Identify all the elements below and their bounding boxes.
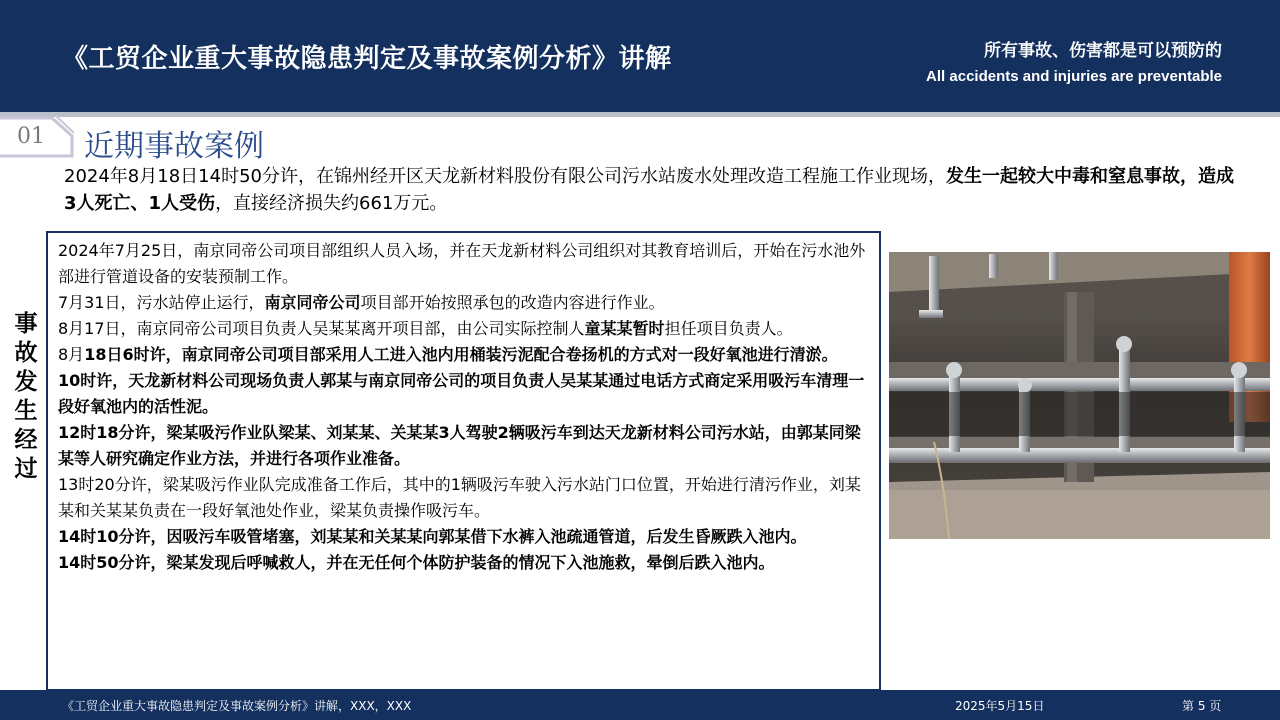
process-text: 8月 [58,345,85,364]
process-text: 8月17日，南京同帝公司项目负责人吴某某离开项目部，由公司实际控制人 [58,319,585,338]
side-label-char: 发 [14,369,38,395]
process-text: 13 [58,475,79,494]
process-paragraph [58,472,869,524]
footer-date: 2025年5月15日 [955,699,1045,713]
intro-text-1: 2024年8月18日14时50分许，在锦州经开区天龙新材料股份有限公司污水站废水处理改造工程施工作业现场， [64,166,946,187]
intro-paragraph [64,163,1234,217]
process-highlight: 南京同帝公司 [264,293,361,312]
process-highlight: 童某某暂时 [584,319,665,338]
process-paragraph: 12时18分许，梁某吸污作业队梁某、刘某某、关某某3人驾驶2辆吸污车到达天龙新材料公司污水站，由郭某同梁某等人研究确定作业方法，并进行各项作业准备。 [58,423,861,468]
side-label-char: 故 [14,340,38,366]
side-label-char: 事 [14,311,38,337]
process-paragraph [58,342,869,368]
side-label-char: 生 [14,398,38,424]
process-text: 时20分许，梁某吸污作业队完成准备工作后，其中的1辆吸污车驶入污水站门口位置，开始进行清污作业，刘某某和关某某负责在一段好氧池处作业，梁某负责操作吸污车。 [58,475,861,520]
footer-title: 《工贸企业重大事故隐患判定及事故案例分析》讲解，XXX，XXX [62,699,412,713]
header-title: 《工贸企业重大事故隐患判定及事故案例分析》讲解 [62,44,672,74]
side-label-char: 过 [14,456,38,482]
process-paragraph: 10时许，天龙新材料公司现场负责人郭某与南京同帝公司的项目负责人吴某某通过电话方式商定采用吸污车清理一段好氧池内的活性泥。 [58,371,865,416]
side-label-char: 经 [14,427,38,453]
process-paragraph: 14时10分许，因吸污车吸管堵塞，刘某某和关某某向郭某借下水裤入池疏通管道，后发生昏厥跌入池内。 [58,527,807,546]
footer-page-number: 第 5 页 [1182,699,1222,713]
section-title: 近期事故案例 [84,129,264,164]
header-divider [0,112,1280,117]
intro-text-2: ，直接经济损失约661万元。 [215,193,448,214]
process-paragraph: 2024年7月25日，南京同帝公司项目部组织人员入场，并在天龙新材料公司组织对其教育培训后，开始在污水池外部进行管道设备的安装预制工作。 [58,241,866,286]
side-label-process [12,310,40,484]
section-number: 01 [17,124,45,149]
accident-site-photo [889,252,1270,539]
process-text: 7月31日，污水站停止运行， [58,293,265,312]
process-paragraph [58,290,869,316]
process-box [46,231,881,691]
process-paragraph [58,316,869,342]
process-text: 担任项目负责人。 [664,319,793,338]
header-slogan-cn: 所有事故、伤害都是可以预防的 [984,41,1222,61]
header-slogan-en: All accidents and injuries are preventable [926,68,1222,85]
intro-highlight: 发生一起较大中毒和窒息事故，造成3人死亡、1人受伤 [64,166,1234,214]
process-highlight: 18日6时许，南京同帝公司项目部采用人工进入池内用桶装污泥配合卷扬机的方式对一段好氧池进行清淤。 [84,345,838,364]
process-paragraph: 14时50分许，梁某发现后呼喊救人，并在无任何个体防护装备的情况下入池施救，晕倒后跌入池内。 [58,553,775,572]
process-text: 项目部开始按照承包的改造内容进行作业。 [360,293,665,312]
